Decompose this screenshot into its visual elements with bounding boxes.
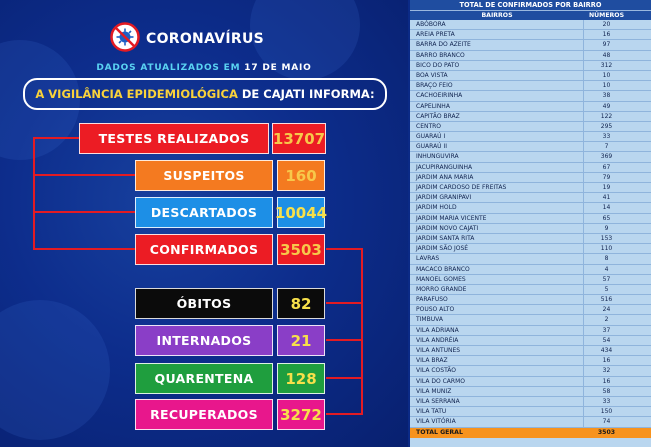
bairro-count: 14 xyxy=(602,204,611,212)
bairro-name: JARDIM ANA MARIA xyxy=(410,173,584,182)
bairro-count: 150 xyxy=(600,408,613,416)
bairro-name: JARDIM MARIA VICENTE xyxy=(410,214,584,223)
table-row xyxy=(410,81,651,91)
table-row xyxy=(410,254,651,264)
bairro-name: VILA ADRIANA xyxy=(410,326,584,335)
bairro-name: JARDIM HOLD xyxy=(410,203,584,212)
table-row xyxy=(410,407,651,417)
table-row xyxy=(410,51,651,61)
bairro-count: 516 xyxy=(600,296,613,304)
bairro-count: 74 xyxy=(602,418,611,426)
table-row xyxy=(410,295,651,305)
bairro-name: VILA TATU xyxy=(410,407,584,416)
table-row xyxy=(410,91,651,101)
stat-value-descartados: 10044 xyxy=(277,197,325,228)
bairro-name: JARDIM NOVO CAJATI xyxy=(410,224,584,233)
bairro-count: 49 xyxy=(602,102,611,110)
bairro-count: 369 xyxy=(600,153,613,161)
bairro-count: 37 xyxy=(602,326,611,334)
neighborhood-table xyxy=(410,0,651,447)
table-row xyxy=(410,305,651,315)
table-row xyxy=(410,20,651,30)
stat-value-obitos: 82 xyxy=(277,288,325,319)
bairro-name: ABÓBORA xyxy=(410,20,584,29)
bairro-name: VILA SERRANA xyxy=(410,397,584,406)
bairro-count: 33 xyxy=(602,133,611,141)
bairro-count: 10 xyxy=(602,82,611,90)
bairro-name: BRAÇO FEIO xyxy=(410,81,584,90)
bairro-name: CAPELINHA xyxy=(410,102,584,111)
table-row xyxy=(410,224,651,234)
table-row xyxy=(410,142,651,152)
table-row xyxy=(410,356,651,366)
table-row xyxy=(410,71,651,81)
stat-label-internados: INTERNADOS xyxy=(135,325,273,356)
connector-left xyxy=(34,138,135,249)
table-row xyxy=(410,265,651,275)
table-row xyxy=(410,61,651,71)
bairro-name: CAPITÃO BRAZ xyxy=(410,112,584,121)
table-row xyxy=(410,417,651,427)
table-row xyxy=(410,275,651,285)
table-row xyxy=(410,163,651,173)
bairro-count: 4 xyxy=(604,265,609,273)
table-row xyxy=(410,234,651,244)
table-total-row xyxy=(410,428,651,438)
bairro-count: 16 xyxy=(602,31,611,39)
table-row xyxy=(410,193,651,203)
bairro-count: 67 xyxy=(602,163,611,171)
bairro-count: 2 xyxy=(604,316,609,324)
bairro-count: 32 xyxy=(602,367,611,375)
bairro-name: BARRO BRANCO xyxy=(410,51,584,60)
table-row xyxy=(410,336,651,346)
bairro-count: 57 xyxy=(602,275,611,283)
inform-highlight: A VIGILÂNCIA EPIDEMIOLÓGICA xyxy=(35,87,238,101)
stat-label-recuperados: RECUPERADOS xyxy=(135,399,273,430)
stat-value-testes: 13707 xyxy=(272,123,326,154)
bairro-name: VILA BRAZ xyxy=(410,356,584,365)
bairro-name: BICO DO PATO xyxy=(410,61,584,70)
stat-label-confirmados: CONFIRMADOS xyxy=(135,234,273,265)
bairro-count: 122 xyxy=(600,112,613,120)
bairro-name: VILA COSTÃO xyxy=(410,366,584,375)
stat-label-quarentena: QUARENTENA xyxy=(135,363,273,394)
table-row xyxy=(410,387,651,397)
stat-value-recuperados: 3272 xyxy=(277,399,325,430)
bairro-count: 312 xyxy=(600,61,613,69)
bairro-count: 16 xyxy=(602,377,611,385)
bairro-name: PARAFUSO xyxy=(410,295,584,304)
bairro-name: MORRO GRANDE xyxy=(410,285,584,294)
bairro-name: POUSO ALTO xyxy=(410,305,584,314)
bairro-name: JARDIM SÃO JOSÉ xyxy=(410,244,584,253)
table-row xyxy=(410,112,651,122)
stat-value-quarentena: 128 xyxy=(277,363,325,394)
stat-label-obitos: ÓBITOS xyxy=(135,288,273,319)
column-header-numeros: NÚMEROS xyxy=(588,12,625,19)
table-row xyxy=(410,102,651,112)
table-row xyxy=(410,326,651,336)
bairro-count: 153 xyxy=(600,234,613,242)
bairro-count: 295 xyxy=(600,122,613,130)
column-header-bairros: BAIRROS xyxy=(481,12,513,19)
stat-label-testes: TESTES REALIZADOS xyxy=(79,123,269,154)
table-row xyxy=(410,40,651,50)
update-prefix: DADOS ATUALIZADOS EM xyxy=(96,63,241,73)
bairro-count: 58 xyxy=(602,387,611,395)
table-row xyxy=(410,203,651,213)
table-row xyxy=(410,366,651,376)
bairro-count: 33 xyxy=(602,397,611,405)
bairro-count: 38 xyxy=(602,92,611,100)
bairro-name: CACHOEIRINHA xyxy=(410,91,584,100)
bairro-name: CENTRO xyxy=(410,122,584,131)
table-row xyxy=(410,132,651,142)
bairro-name: VILA ANTUNES xyxy=(410,346,584,355)
table-row xyxy=(410,183,651,193)
bairro-name: GUARAÚ I xyxy=(410,132,584,141)
bairro-count: 54 xyxy=(602,336,611,344)
bairro-name: VILA VITÓRIA xyxy=(410,417,584,426)
stat-value-internados: 21 xyxy=(277,325,325,356)
table-row xyxy=(410,346,651,356)
bairro-name: GUARAÚ II xyxy=(410,142,584,151)
stat-value-confirmados: 3503 xyxy=(277,234,325,265)
table-row xyxy=(410,315,651,325)
stat-value-suspeitos: 160 xyxy=(277,160,325,191)
bairro-count: 8 xyxy=(604,255,609,263)
bairro-count: 7 xyxy=(604,143,609,151)
table-row xyxy=(410,244,651,254)
bairro-name: BOA VISTA xyxy=(410,71,584,80)
connector-right xyxy=(326,249,362,414)
bairro-name: JARDIM SANTA RITA xyxy=(410,234,584,243)
table-header xyxy=(410,10,651,20)
bairro-name: VILA DO CARMO xyxy=(410,377,584,386)
table-body xyxy=(410,20,651,428)
update-date: 17 DE MAIO xyxy=(244,63,312,73)
table-row xyxy=(410,377,651,387)
table-title: TOTAL DE CONFIRMADOS POR BAIRRO xyxy=(410,0,651,10)
total-label: TOTAL GERAL xyxy=(416,428,463,436)
bairro-count: 16 xyxy=(602,357,611,365)
bairro-count: 5 xyxy=(604,285,609,293)
table-row xyxy=(410,30,651,40)
table-row xyxy=(410,285,651,295)
page-title: CORONAVÍRUS xyxy=(146,31,265,47)
bairro-count: 20 xyxy=(602,21,611,28)
bairro-count: 41 xyxy=(602,194,611,202)
bairro-count: 434 xyxy=(600,347,613,354)
stat-label-suspeitos: SUSPEITOS xyxy=(135,160,273,191)
table-row xyxy=(410,122,651,132)
table-row xyxy=(410,173,651,183)
bairro-name: MANOEL GOMES xyxy=(410,275,584,284)
bairro-name: INHUNGUVIRA xyxy=(410,152,584,161)
bairro-name: MACACO BRANCO xyxy=(410,265,584,274)
bairro-name: JARDIM GRANIPAVI xyxy=(410,193,584,202)
table-row xyxy=(410,397,651,407)
inform-text: DE CAJATI INFORMA: xyxy=(241,87,375,101)
bairro-name: VILA ANDRÉIA xyxy=(410,336,584,345)
bairro-count: 10 xyxy=(602,71,611,79)
bairro-name: AREIA PRETA xyxy=(410,30,584,39)
bairro-count: 9 xyxy=(604,224,609,232)
stat-label-descartados: DESCARTADOS xyxy=(135,197,273,228)
bairro-count: 79 xyxy=(602,173,611,181)
bairro-name: VILA MUNIZ xyxy=(410,387,584,396)
bairro-name: BARRA DO AZEITE xyxy=(410,40,584,49)
bairro-name: LAVRAS xyxy=(410,254,584,263)
bairro-name: TIMBUVA xyxy=(410,315,584,324)
table-row xyxy=(410,152,651,162)
bairro-count: 19 xyxy=(602,184,611,191)
bairro-count: 110 xyxy=(600,245,613,253)
bairro-name: JACUPIRANGUINHA xyxy=(410,163,584,172)
table-row xyxy=(410,214,651,224)
bairro-count: 97 xyxy=(602,41,611,49)
bairro-name: JARDIM CARDOSO DE FREITAS xyxy=(410,183,584,192)
bairro-count: 65 xyxy=(602,214,611,222)
total-value: 3503 xyxy=(597,428,616,436)
bairro-count: 48 xyxy=(602,51,611,59)
bairro-count: 24 xyxy=(602,306,611,314)
